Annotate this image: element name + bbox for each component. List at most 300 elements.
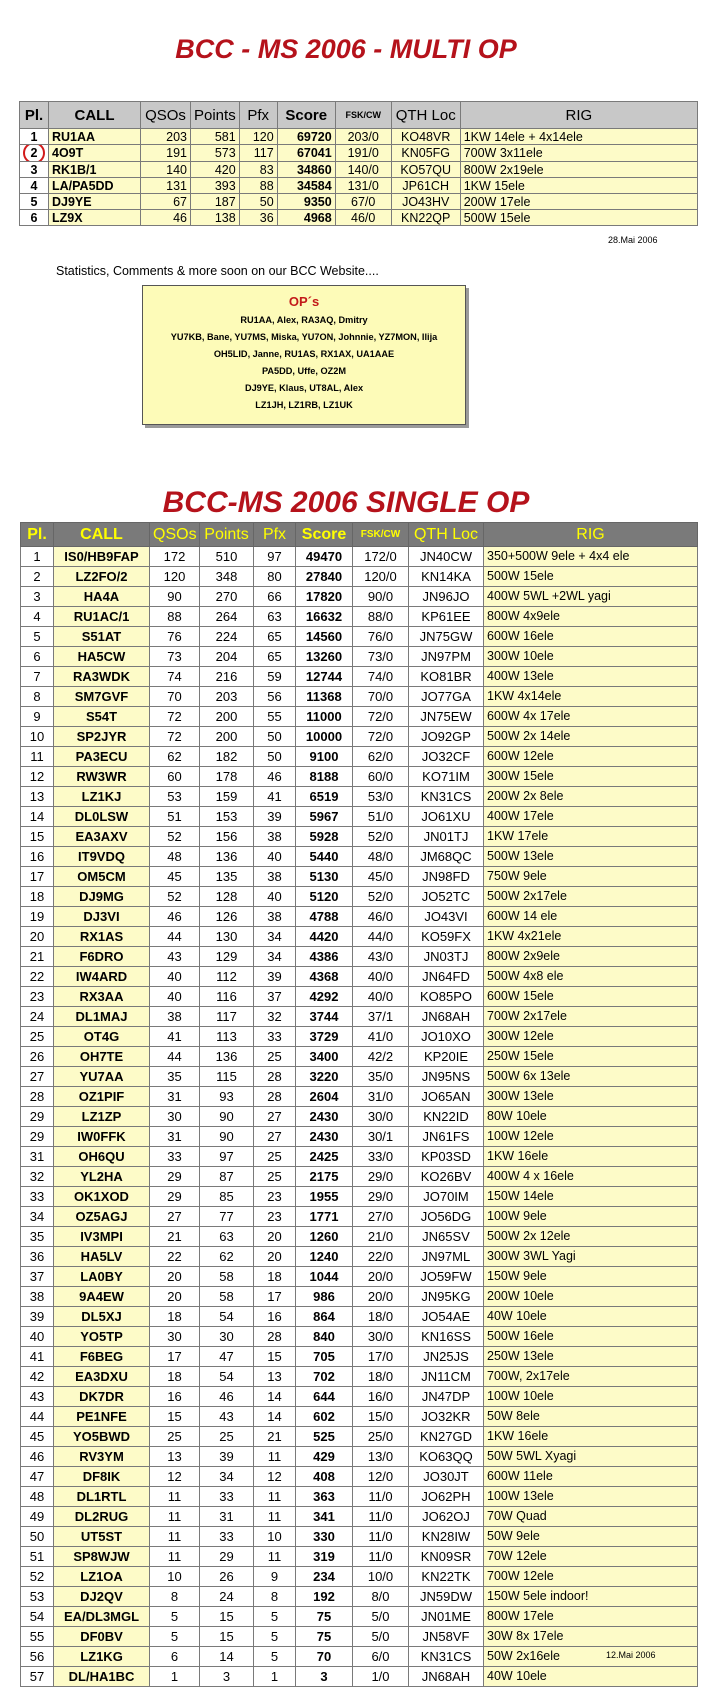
points-cell: 264 [200, 607, 254, 627]
place-cell: 57 [21, 1667, 54, 1687]
fsk-cw-cell: 21/0 [353, 1227, 409, 1247]
points-cell: 138 [191, 210, 240, 226]
fsk-cw-cell: 73/0 [353, 647, 409, 667]
pfx-cell: 38 [254, 907, 296, 927]
place-cell: 16 [21, 847, 54, 867]
table-row [21, 1647, 698, 1667]
fsk-cw-cell: 25/0 [353, 1427, 409, 1447]
rig-cell: 400W 17ele [484, 807, 698, 827]
single-date: 12.Mai 2006 [606, 1650, 656, 1660]
pfx-cell: 66 [254, 587, 296, 607]
fsk-cw-cell: 70/0 [353, 687, 409, 707]
qsos-cell: 120 [150, 567, 200, 587]
call-cell: LZ1KG [54, 1647, 150, 1667]
table-row [21, 1067, 698, 1087]
qth-loc-cell: JN95KG [409, 1287, 484, 1307]
qsos-cell: 25 [150, 1427, 200, 1447]
place-cell: 3 [20, 162, 49, 178]
call-cell: IT9VDQ [54, 847, 150, 867]
qsos-cell: 11 [150, 1487, 200, 1507]
rig-cell: 200W 17ele [460, 194, 697, 210]
call-cell: OZ5AGJ [54, 1207, 150, 1227]
fsk-cw-cell: 30/0 [353, 1327, 409, 1347]
qsos-cell: 48 [150, 847, 200, 867]
fsk-cw-cell: 33/0 [353, 1147, 409, 1167]
points-cell: 128 [200, 887, 254, 907]
qth-loc-cell: JN47DP [409, 1387, 484, 1407]
table-row [21, 1387, 698, 1407]
table-row [21, 647, 698, 667]
fsk-cw-cell: 37/1 [353, 1007, 409, 1027]
table-row [21, 627, 698, 647]
qth-loc-cell: JN64FD [409, 967, 484, 987]
qth-loc-cell: JN97ML [409, 1247, 484, 1267]
call-cell: LZ1OA [54, 1567, 150, 1587]
fsk-cw-cell: 11/0 [353, 1507, 409, 1527]
table-row [21, 867, 698, 887]
header-qsos: QSOs [150, 523, 200, 547]
pfx-cell: 28 [254, 1327, 296, 1347]
fsk-cw-cell: 74/0 [353, 667, 409, 687]
score-cell: 525 [296, 1427, 353, 1447]
points-cell: 153 [200, 807, 254, 827]
qsos-cell: 44 [150, 1047, 200, 1067]
fsk-cw-cell: 30/1 [353, 1127, 409, 1147]
table-row [21, 1047, 698, 1067]
operators-box [142, 285, 466, 425]
header-score: Score [277, 102, 335, 129]
qsos-cell: 131 [141, 178, 191, 194]
points-cell: 77 [200, 1207, 254, 1227]
rig-cell: 1KW 17ele [484, 827, 698, 847]
place-cell: 21 [21, 947, 54, 967]
score-cell: 10000 [296, 727, 353, 747]
points-cell: 33 [200, 1527, 254, 1547]
score-cell: 2430 [296, 1127, 353, 1147]
pfx-cell: 34 [254, 947, 296, 967]
place-cell: 55 [21, 1627, 54, 1647]
qth-loc-cell: KP61EE [409, 607, 484, 627]
fsk-cw-cell: 16/0 [353, 1387, 409, 1407]
score-cell: 8188 [296, 767, 353, 787]
call-cell: SP2JYR [54, 727, 150, 747]
score-cell: 5440 [296, 847, 353, 867]
rig-cell: 600W 16ele [484, 627, 698, 647]
call-cell: OK1XOD [54, 1187, 150, 1207]
rig-cell: 1KW 4x14ele [484, 687, 698, 707]
call-cell: F6BEG [54, 1347, 150, 1367]
fsk-cw-cell: 88/0 [353, 607, 409, 627]
table-row [21, 1167, 698, 1187]
qth-loc-cell: KO85PO [409, 987, 484, 1007]
qsos-cell: 73 [150, 647, 200, 667]
qth-loc-cell: JN97PM [409, 647, 484, 667]
rig-cell: 600W 11ele [484, 1467, 698, 1487]
qsos-cell: 20 [150, 1287, 200, 1307]
call-cell: OM5CM [54, 867, 150, 887]
qsos-cell: 27 [150, 1207, 200, 1227]
fsk-cw-cell: 46/0 [335, 210, 391, 226]
score-cell: 34860 [277, 162, 335, 178]
table-row [20, 210, 698, 226]
fsk-cw-cell: 11/0 [353, 1527, 409, 1547]
rig-cell: 70W 12ele [484, 1547, 698, 1567]
call-cell: RW3WR [54, 767, 150, 787]
pfx-cell: 39 [254, 967, 296, 987]
pfx-cell: 8 [254, 1587, 296, 1607]
points-cell: 159 [200, 787, 254, 807]
place-cell: 6 [20, 210, 49, 226]
table-row [21, 1127, 698, 1147]
score-cell: 4788 [296, 907, 353, 927]
points-cell: 224 [200, 627, 254, 647]
fsk-cw-cell: 40/0 [353, 987, 409, 1007]
qth-loc-cell: KN05FG [391, 145, 460, 162]
rig-cell: 500W 2x17ele [484, 887, 698, 907]
call-cell: DK7DR [54, 1387, 150, 1407]
table-row [21, 967, 698, 987]
points-cell: 62 [200, 1247, 254, 1267]
score-cell: 1955 [296, 1187, 353, 1207]
qsos-cell: 53 [150, 787, 200, 807]
table-row [21, 1287, 698, 1307]
pfx-cell: 33 [254, 1027, 296, 1047]
call-cell: F6DRO [54, 947, 150, 967]
rig-cell: 500W 15ele [460, 210, 697, 226]
header-qsos: QSOs [141, 102, 191, 129]
table-row [21, 687, 698, 707]
qsos-cell: 203 [141, 129, 191, 145]
call-cell: DL1MAJ [54, 1007, 150, 1027]
rig-cell: 400W 13ele [484, 667, 698, 687]
fsk-cw-cell: 11/0 [353, 1547, 409, 1567]
score-cell: 2175 [296, 1167, 353, 1187]
score-cell: 1240 [296, 1247, 353, 1267]
place-cell: 9 [21, 707, 54, 727]
qth-loc-cell: JO62OJ [409, 1507, 484, 1527]
table-row [21, 787, 698, 807]
score-cell: 6519 [296, 787, 353, 807]
points-cell: 156 [200, 827, 254, 847]
pfx-cell: 5 [254, 1627, 296, 1647]
call-cell: YL2HA [54, 1167, 150, 1187]
table-row [21, 1527, 698, 1547]
pfx-cell: 38 [254, 827, 296, 847]
qsos-cell: 18 [150, 1307, 200, 1327]
rig-cell: 600W 12ele [484, 747, 698, 767]
place-cell: 35 [21, 1227, 54, 1247]
points-cell: 393 [191, 178, 240, 194]
call-cell: DL1RTL [54, 1487, 150, 1507]
header-qth-loc: QTH Loc [409, 523, 484, 547]
pfx-cell: 27 [254, 1107, 296, 1127]
place-cell: 15 [21, 827, 54, 847]
multi-op-results-table [19, 101, 698, 226]
stats-notice: Statistics, Comments & more soon on our BCC Website.... [56, 264, 379, 278]
header-call: CALL [49, 102, 141, 129]
score-cell: 2604 [296, 1087, 353, 1107]
place-cell: 38 [21, 1287, 54, 1307]
qth-loc-cell: JN65SV [409, 1227, 484, 1247]
points-cell: 29 [200, 1547, 254, 1567]
score-cell: 602 [296, 1407, 353, 1427]
score-cell: 12744 [296, 667, 353, 687]
call-cell: RU1AA [49, 129, 141, 145]
multi-date: 28.Mai 2006 [608, 235, 658, 245]
fsk-cw-cell: 29/0 [353, 1167, 409, 1187]
table-row [21, 747, 698, 767]
points-cell: 136 [200, 1047, 254, 1067]
table-row [21, 807, 698, 827]
pfx-cell: 120 [239, 129, 277, 145]
pfx-cell: 63 [254, 607, 296, 627]
qsos-cell: 72 [150, 727, 200, 747]
score-cell: 4386 [296, 947, 353, 967]
header-fsk-cw: FSK/CW [353, 523, 409, 547]
fsk-cw-cell: 44/0 [353, 927, 409, 947]
qth-loc-cell: KN22QP [391, 210, 460, 226]
qsos-cell: 191 [141, 145, 191, 162]
qth-loc-cell: JO54AE [409, 1307, 484, 1327]
table-row [21, 547, 698, 567]
place-cell: 11 [21, 747, 54, 767]
call-cell: EA3AXV [54, 827, 150, 847]
rig-cell: 800W 2x9ele [484, 947, 698, 967]
qth-loc-cell: KN14KA [409, 567, 484, 587]
call-cell: DL0LSW [54, 807, 150, 827]
header-score: Score [296, 523, 353, 547]
table-row [21, 1147, 698, 1167]
pfx-cell: 40 [254, 887, 296, 907]
qth-loc-cell: JO43VI [409, 907, 484, 927]
pfx-cell: 18 [254, 1267, 296, 1287]
points-cell: 200 [200, 727, 254, 747]
qth-loc-cell: JN68AH [409, 1667, 484, 1687]
score-cell: 2430 [296, 1107, 353, 1127]
qth-loc-cell: KN22ID [409, 1107, 484, 1127]
place-cell: 41 [21, 1347, 54, 1367]
points-cell: 90 [200, 1107, 254, 1127]
qsos-cell: 30 [150, 1327, 200, 1347]
points-cell: 25 [200, 1427, 254, 1447]
table-row [21, 1627, 698, 1647]
table-row [20, 178, 698, 194]
fsk-cw-cell: 6/0 [353, 1647, 409, 1667]
call-cell: DL/HA1BC [54, 1667, 150, 1687]
table-row [21, 1487, 698, 1507]
rig-cell: 800W 17ele [484, 1607, 698, 1627]
call-cell: YU7AA [54, 1067, 150, 1087]
score-cell: 3400 [296, 1047, 353, 1067]
pfx-cell: 23 [254, 1187, 296, 1207]
fsk-cw-cell: 140/0 [335, 162, 391, 178]
table-row [21, 1347, 698, 1367]
qsos-cell: 140 [141, 162, 191, 178]
qth-loc-cell: KN16SS [409, 1327, 484, 1347]
pfx-cell: 41 [254, 787, 296, 807]
place-cell: 5 [21, 627, 54, 647]
table-row [21, 1367, 698, 1387]
call-cell: RU1AC/1 [54, 607, 150, 627]
points-cell: 63 [200, 1227, 254, 1247]
score-cell: 49470 [296, 547, 353, 567]
points-cell: 204 [200, 647, 254, 667]
pfx-cell: 50 [254, 727, 296, 747]
rig-cell: 1KW 4x21ele [484, 927, 698, 947]
rig-cell: 600W 14 ele [484, 907, 698, 927]
place-cell: 22 [21, 967, 54, 987]
fsk-cw-cell: 203/0 [335, 129, 391, 145]
table-row [21, 1547, 698, 1567]
qsos-cell: 60 [150, 767, 200, 787]
place-cell: 36 [21, 1247, 54, 1267]
qsos-cell: 5 [150, 1627, 200, 1647]
pfx-cell: 50 [239, 194, 277, 210]
rig-cell: 600W 15ele [484, 987, 698, 1007]
fsk-cw-cell: 5/0 [353, 1627, 409, 1647]
qsos-cell: 51 [150, 807, 200, 827]
place-cell: 5 [20, 194, 49, 210]
points-cell: 39 [200, 1447, 254, 1467]
qsos-cell: 29 [150, 1167, 200, 1187]
table-row [20, 194, 698, 210]
points-cell: 97 [200, 1147, 254, 1167]
pfx-cell: 20 [254, 1247, 296, 1267]
rig-cell: 50W 5WL Xyagi [484, 1447, 698, 1467]
qsos-cell: 40 [150, 987, 200, 1007]
score-cell: 5120 [296, 887, 353, 907]
qth-loc-cell: KN27GD [409, 1427, 484, 1447]
score-cell: 429 [296, 1447, 353, 1467]
points-cell: 31 [200, 1507, 254, 1527]
fsk-cw-cell: 18/0 [353, 1367, 409, 1387]
score-cell: 705 [296, 1347, 353, 1367]
pfx-cell: 5 [254, 1607, 296, 1627]
call-cell: HA4A [54, 587, 150, 607]
qth-loc-cell: JO52TC [409, 887, 484, 907]
pfx-cell: 50 [254, 747, 296, 767]
points-cell: 200 [200, 707, 254, 727]
pfx-cell: 23 [254, 1207, 296, 1227]
qsos-cell: 15 [150, 1407, 200, 1427]
qsos-cell: 52 [150, 827, 200, 847]
rig-cell: 500W 6x 13ele [484, 1067, 698, 1087]
pfx-cell: 25 [254, 1167, 296, 1187]
table-row [21, 1247, 698, 1267]
points-cell: 178 [200, 767, 254, 787]
qsos-cell: 76 [150, 627, 200, 647]
rig-cell: 300W 12ele [484, 1027, 698, 1047]
qth-loc-cell: JO65AN [409, 1087, 484, 1107]
place-cell: 20 [21, 927, 54, 947]
pfx-cell: 37 [254, 987, 296, 1007]
fsk-cw-cell: 52/0 [353, 827, 409, 847]
table-row [21, 1327, 698, 1347]
table-row [21, 827, 698, 847]
points-cell: 115 [200, 1067, 254, 1087]
points-cell: 93 [200, 1087, 254, 1107]
score-cell: 11368 [296, 687, 353, 707]
qth-loc-cell: JO10XO [409, 1027, 484, 1047]
qsos-cell: 33 [150, 1147, 200, 1167]
pfx-cell: 88 [239, 178, 277, 194]
pfx-cell: 15 [254, 1347, 296, 1367]
qsos-cell: 1 [150, 1667, 200, 1687]
pfx-cell: 11 [254, 1547, 296, 1567]
score-cell: 4420 [296, 927, 353, 947]
fsk-cw-cell: 17/0 [353, 1347, 409, 1367]
score-cell: 27840 [296, 567, 353, 587]
qth-loc-cell: JN01TJ [409, 827, 484, 847]
points-cell: 136 [200, 847, 254, 867]
score-cell: 5967 [296, 807, 353, 827]
multi-op-title: BCC - MS 2006 - MULTI OP [175, 34, 517, 64]
place-cell: 14 [21, 807, 54, 827]
fsk-cw-cell: 40/0 [353, 967, 409, 987]
qth-loc-cell: KN31CS [409, 787, 484, 807]
fsk-cw-cell: 131/0 [335, 178, 391, 194]
table-row [21, 1607, 698, 1627]
score-cell: 234 [296, 1567, 353, 1587]
place-cell: 2 [21, 567, 54, 587]
points-cell: 112 [200, 967, 254, 987]
pfx-cell: 14 [254, 1407, 296, 1427]
table-row [21, 667, 698, 687]
call-cell: RV3YM [54, 1447, 150, 1467]
qsos-cell: 5 [150, 1607, 200, 1627]
points-cell: 85 [200, 1187, 254, 1207]
qsos-cell: 13 [150, 1447, 200, 1467]
table-row [21, 707, 698, 727]
points-cell: 30 [200, 1327, 254, 1347]
place-cell: 12 [21, 767, 54, 787]
fsk-cw-cell: 31/0 [353, 1087, 409, 1107]
qsos-cell: 17 [150, 1347, 200, 1367]
operators-line: OH5LID, Janne, RU1AS, RX1AX, UA1AAE [213, 349, 395, 359]
place-cell: 33 [21, 1187, 54, 1207]
header-qth-loc: QTH Loc [391, 102, 460, 129]
rig-cell: 1KW 14ele + 4x14ele [460, 129, 697, 145]
single-header-row [21, 523, 698, 547]
pfx-cell: 28 [254, 1067, 296, 1087]
table-row [21, 727, 698, 747]
fsk-cw-cell: 20/0 [353, 1287, 409, 1307]
header-fsk-cw: FSK/CW [335, 102, 391, 129]
points-cell: 348 [200, 567, 254, 587]
qsos-cell: 40 [150, 967, 200, 987]
operators-line: PA5DD, Uffe, OZ2M [261, 366, 347, 376]
place-cell: 31 [21, 1147, 54, 1167]
table-row [21, 1087, 698, 1107]
pfx-cell: 5 [254, 1647, 296, 1667]
rig-cell: 300W 15ele [484, 767, 698, 787]
fsk-cw-cell: 53/0 [353, 787, 409, 807]
qth-loc-cell: JO70IM [409, 1187, 484, 1207]
call-cell: DJ3VI [54, 907, 150, 927]
header-pl: Pl. [20, 102, 49, 129]
call-cell: HA5CW [54, 647, 150, 667]
qsos-cell: 11 [150, 1527, 200, 1547]
table-row [21, 587, 698, 607]
header-rig: RIG [484, 523, 698, 547]
qth-loc-cell: JP61CH [391, 178, 460, 194]
qsos-cell: 31 [150, 1127, 200, 1147]
place-cell: 3 [21, 587, 54, 607]
score-cell: 2425 [296, 1147, 353, 1167]
place-cell: 48 [21, 1487, 54, 1507]
points-cell: 47 [200, 1347, 254, 1367]
pfx-cell: 17 [254, 1287, 296, 1307]
